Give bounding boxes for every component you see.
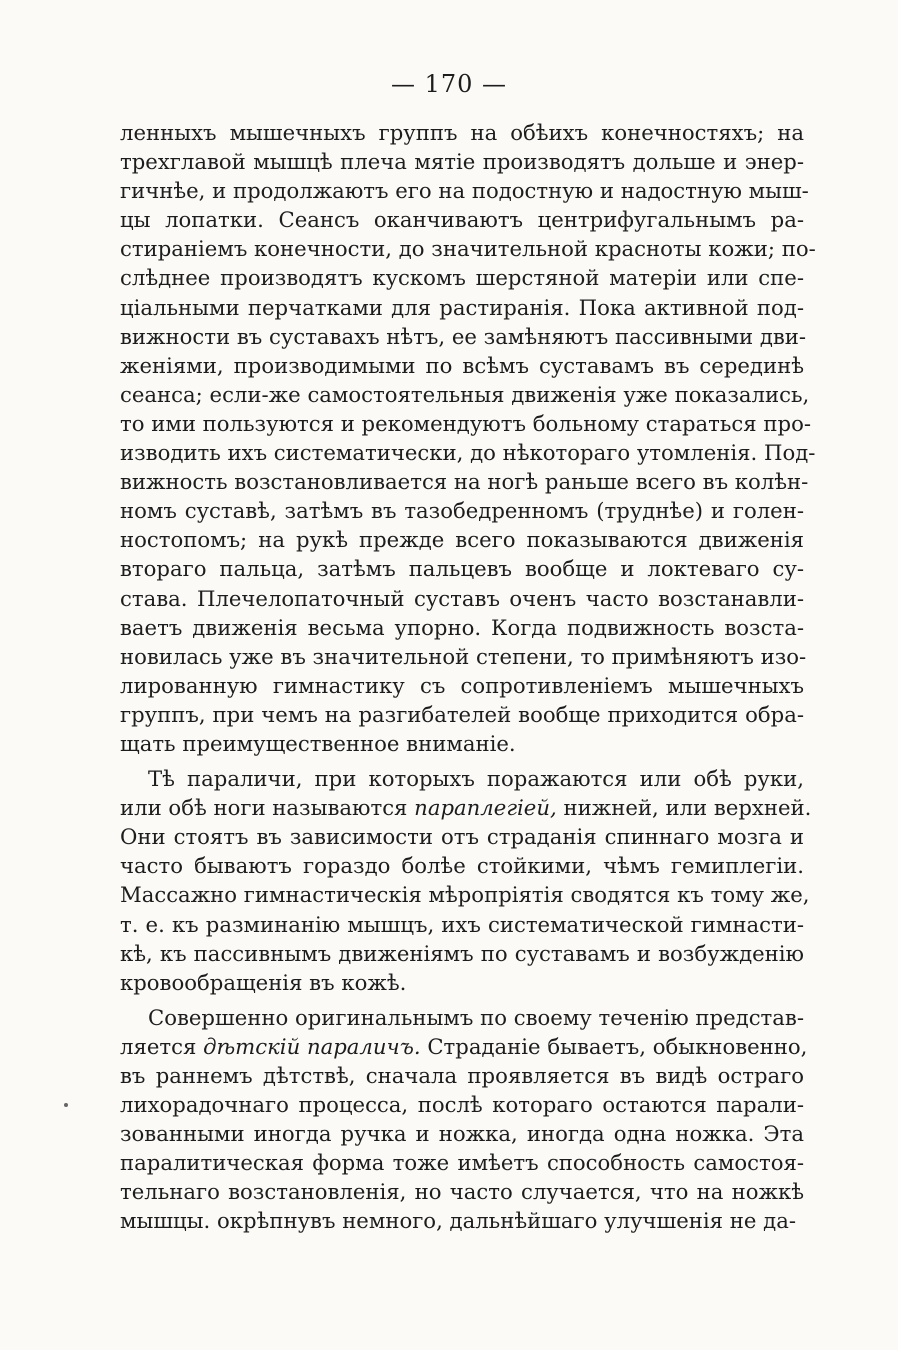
text-line <box>120 1119 804 1148</box>
text-line <box>120 910 804 939</box>
line-text: тельнаго возстановленія, но часто случается, что на ножкѣ <box>120 1179 804 1205</box>
text-line <box>120 147 804 176</box>
line-text: гичнѣе, и продолжаютъ его на подостную и надостную мыш- <box>120 178 809 204</box>
text-line <box>120 234 816 263</box>
line-text: то ими пользуются и рекомендуютъ больному стараться про- <box>120 410 811 436</box>
text-line <box>120 1003 804 1032</box>
line-text: часто бываютъ гораздо болѣе стойкими, чѣмъ гемиплегіи. <box>120 853 804 879</box>
line-text: мышцы. окрѣпнувъ немного, дальнѣйшаго улучшенія не да- <box>120 1208 797 1234</box>
line-text: ваетъ движенія весьма упорно. Когда подвижность возста- <box>120 614 804 640</box>
line-text: номъ суставѣ, затѣмъ въ тазобедренномъ (труднѣе) и голен- <box>120 498 804 524</box>
line-text: слѣднее производятъ кускомъ шерстяной матеріи или спе- <box>120 265 804 291</box>
paragraph <box>120 764 812 997</box>
text-line <box>120 671 804 700</box>
text-line <box>120 939 804 968</box>
line-text: въ раннемъ дѣтствѣ, сначала проявляется въ видѣ остраго <box>120 1063 804 1088</box>
text-line <box>120 322 807 351</box>
line-text: т. е. къ разминанію мышцъ, ихъ систематической гимнасти- <box>120 911 804 937</box>
text-line <box>120 880 810 909</box>
text-line <box>120 176 809 205</box>
line-text: ностопомъ; на рукѣ прежде всего показываются движенія <box>120 527 804 553</box>
text-line <box>120 351 804 380</box>
body-text <box>120 118 816 1236</box>
line-text: лированную гимнастику съ сопротивленіемъ мышечныхъ <box>120 672 804 698</box>
line-text: Тѣ параличи, при которыхъ поражаются или обѣ руки, <box>148 766 804 792</box>
line-text: паралитическая форма тоже имѣетъ способность самостоя- <box>120 1150 804 1176</box>
line-text: вижность возстановливается на ногѣ раньше всего въ колѣн- <box>120 469 809 495</box>
text-line <box>120 968 804 997</box>
line-text: новилась уже въ значительной степени, то примѣняютъ изо- <box>120 643 807 669</box>
line-text: Они стоятъ въ зависимости отъ страданія спиннаго мозга и <box>120 824 804 850</box>
line-text: или обѣ ноги называются <box>120 795 415 821</box>
paragraph <box>120 1003 808 1236</box>
text-line <box>120 1206 804 1235</box>
line-text: Массажно гимнастическія мѣропріятія сводятся къ тому же, <box>120 882 810 908</box>
line-text: цы лопатки. Сеансъ оканчиваютъ центрифугальнымъ ра- <box>120 207 804 233</box>
line-text: женіями, производимыми по всѣмъ суставамъ въ серединѣ <box>120 352 804 378</box>
line-text: изводить ихъ систематически, до нѣкотораго утомленія. Под- <box>120 440 816 466</box>
text-line <box>120 118 804 147</box>
line-text: трехглавой мышцѣ плеча мятіе производятъ дольше и энер- <box>120 149 804 175</box>
line-text: кровообращенія въ кожѣ. <box>120 969 407 995</box>
text-line <box>120 584 804 613</box>
text-line <box>120 1032 808 1061</box>
ink-speck <box>64 1103 68 1107</box>
line-text: лихорадочнаго процесса, послѣ котораго остаются парали- <box>120 1092 804 1118</box>
text-line <box>120 525 804 554</box>
line-text: зованными иногда ручка и ножка, иногда одна ножка. Эта <box>120 1121 804 1147</box>
text-line <box>120 851 804 880</box>
line-text: нижней, или верхней. <box>556 795 812 821</box>
line-text: втораго пальца, затѣмъ пальцевъ вообще и локтеваго су- <box>120 556 804 582</box>
italic-term: параплегіей, <box>414 795 557 821</box>
text-line <box>120 467 809 496</box>
text-line <box>120 438 816 467</box>
text-line <box>120 554 804 583</box>
page-number: — 170 — <box>390 70 508 98</box>
text-line <box>120 205 804 234</box>
line-text: ленныхъ мышечныхъ группъ на обѣихъ конечностяхъ; на <box>120 120 804 145</box>
text-line <box>120 1090 804 1119</box>
text-line <box>120 409 811 438</box>
text-line <box>120 1148 804 1177</box>
line-text: сеанса; если-же самостоятельныя движенія уже показались, <box>120 381 810 407</box>
line-text: щать преимущественное вниманіе. <box>120 730 516 756</box>
line-text: вижности въ суставахъ нѣтъ, ее замѣняютъ пассивными дви- <box>120 323 807 349</box>
italic-term: дѣтскій параличъ. <box>203 1033 421 1059</box>
line-text: стираніемъ конечности, до значительной красноты кожи; по- <box>120 236 816 262</box>
text-line <box>120 822 804 851</box>
text-line <box>120 642 807 671</box>
text-line <box>120 764 804 793</box>
text-line <box>120 496 804 525</box>
text-line <box>120 1061 804 1090</box>
text-line <box>120 293 804 322</box>
line-text: става. Плечелопаточный суставъ оченъ часто возстанавли- <box>120 585 804 611</box>
text-line <box>120 793 812 822</box>
line-text: ціальными перчатками для растиранія. Пока активной под- <box>120 294 804 320</box>
line-text: ляется <box>120 1033 204 1059</box>
text-line <box>120 1177 804 1206</box>
text-line <box>120 729 804 758</box>
text-line <box>120 700 804 729</box>
line-text: Совершенно оригинальнымъ по своему теченію представ- <box>148 1004 804 1030</box>
paragraph <box>120 118 816 758</box>
text-line <box>120 380 810 409</box>
text-line <box>120 613 804 642</box>
line-text: Страданіе бываетъ, обыкновенно, <box>420 1033 808 1059</box>
line-text: группъ, при чемъ на разгибателей вообще приходится обра- <box>120 701 804 727</box>
text-line <box>120 263 804 292</box>
line-text: кѣ, къ пассивнымъ движеніямъ по суставамъ и возбужденію <box>120 940 804 966</box>
